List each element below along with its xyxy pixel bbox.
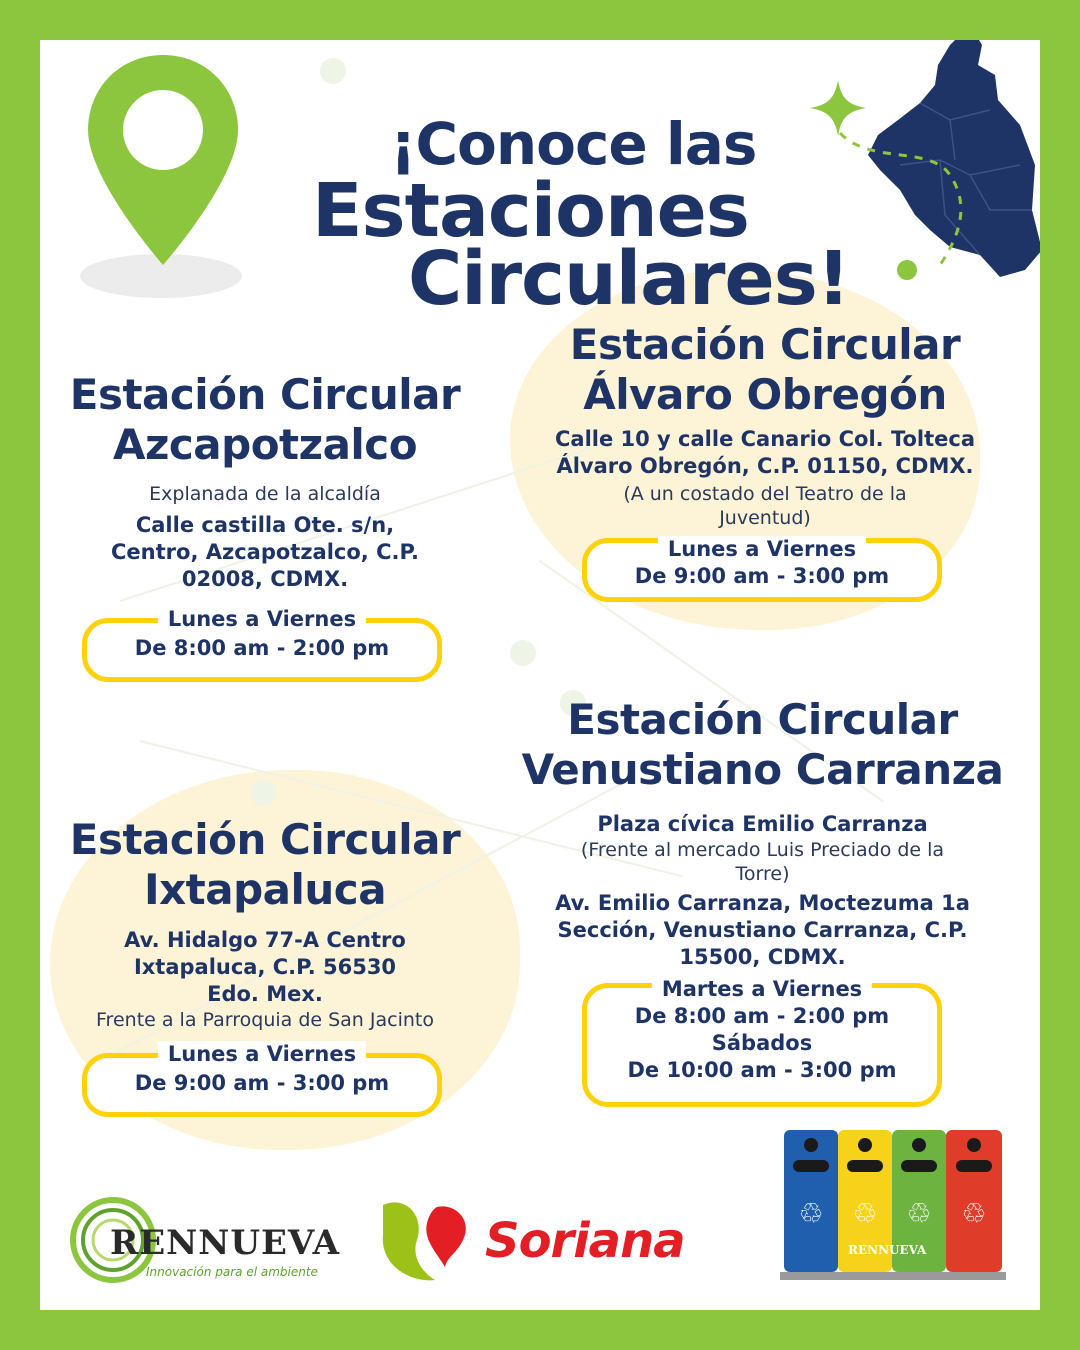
svg-text:♲: ♲ [798,1197,824,1230]
title-line-2: Estaciones [312,168,749,254]
location-pin-icon [80,50,250,300]
cdmx-map-icon [820,40,1040,285]
station-address-1: Calle castilla Ote. s/n, [135,513,395,537]
bin-red [946,1130,1002,1272]
rennueva-name: RENNUEVA [110,1223,341,1263]
station-note-1: (Frente al mercado Luis Preciado de la [580,839,945,861]
station-title: Estación Circular [567,695,958,744]
station-note-1: (A un costado del Teatro de la [623,483,907,505]
station-name: Azcapotzalco [112,420,418,469]
network-dot [250,780,276,806]
rennueva-logo [68,1195,368,1285]
soriana-symbol-icon [375,1195,475,1285]
hours-time: De 8:00 am - 2:00 pm [634,1004,890,1028]
station-address-1: Calle 10 y calle Canario Col. Tolteca [554,427,976,451]
poster [40,40,1040,1310]
station-name: Venustiano Carranza [521,745,1004,794]
station-title: Estación Circular [69,815,461,864]
hours-box-azcapotzalco [82,607,442,682]
station-name: Ixtapaluca [143,865,387,914]
rennueva-tagline: Innovación para el ambiente [146,1265,318,1279]
title-line-3: Circulares! [408,236,850,322]
bins-rennueva-label: RENNUEVA [848,1243,927,1257]
soriana-name: Soriana [485,1213,685,1269]
soriana-logo [375,1195,705,1285]
station-address-1: Av. Emilio Carranza, Moctezuma 1a [555,891,970,915]
station-address-3: Edo. Mex. [207,982,323,1006]
hours-time: De 9:00 am - 3:00 pm [134,1071,390,1095]
hours-days: Lunes a Viernes [158,1041,366,1068]
hours-days-2: Sábados [711,1031,813,1055]
station-ixtapaluca [40,815,490,1032]
network-dot [320,58,346,84]
hours-box-ixtapaluca [82,1042,442,1117]
svg-text:♲: ♲ [961,1197,987,1230]
station-note-2: Torre) [735,863,790,885]
station-address-2: Ixtapaluca, C.P. 56530 [133,955,397,979]
title-line-1: ¡Conoce las [390,110,757,178]
station-address-3: 02008, CDMX. [181,567,349,591]
hours-days: Lunes a Viernes [158,606,366,633]
station-title: Estación Circular [69,370,461,419]
hours-box-alvaro-obregon [582,538,942,602]
station-address-2: Centro, Azcapotzalco, C.P. [111,540,419,564]
station-alvaro-obregon [535,320,995,530]
network-dot [510,640,536,666]
station-place: Plaza cívica Emilio Carranza [597,812,928,836]
station-address-3: 15500, CDMX. [679,945,846,969]
recycling-bins [778,1125,1010,1285]
station-azcapotzalco [40,370,490,593]
hours-time: De 9:00 am - 3:00 pm [634,564,890,588]
bin-blue [784,1130,838,1272]
station-note: Frente a la Parroquia de San Jacinto [96,1009,434,1031]
station-address-2: Sección, Venustiano Carranza, C.P. [557,918,968,942]
hours-days: Martes a Viernes [652,976,872,1003]
svg-text:♲: ♲ [852,1197,878,1230]
svg-text:♲: ♲ [906,1197,932,1230]
station-address-1: Av. Hidalgo 77-A Centro [124,928,406,952]
station-note-2: Juventud) [719,507,811,529]
station-address-2: Álvaro Obregón, C.P. 01150, CDMX. [556,454,974,478]
hours-days: Lunes a Viernes [658,536,866,563]
hours-box-venustiano-carranza [582,977,942,1107]
station-title: Estación Circular [569,320,961,369]
hours-time: De 8:00 am - 2:00 pm [134,636,390,660]
station-venustiano-carranza [510,695,1015,971]
station-name: Álvaro Obregón [583,370,947,419]
station-note: Explanada de la alcaldía [149,483,381,505]
hours-time-2: De 10:00 am - 3:00 pm [627,1058,897,1082]
